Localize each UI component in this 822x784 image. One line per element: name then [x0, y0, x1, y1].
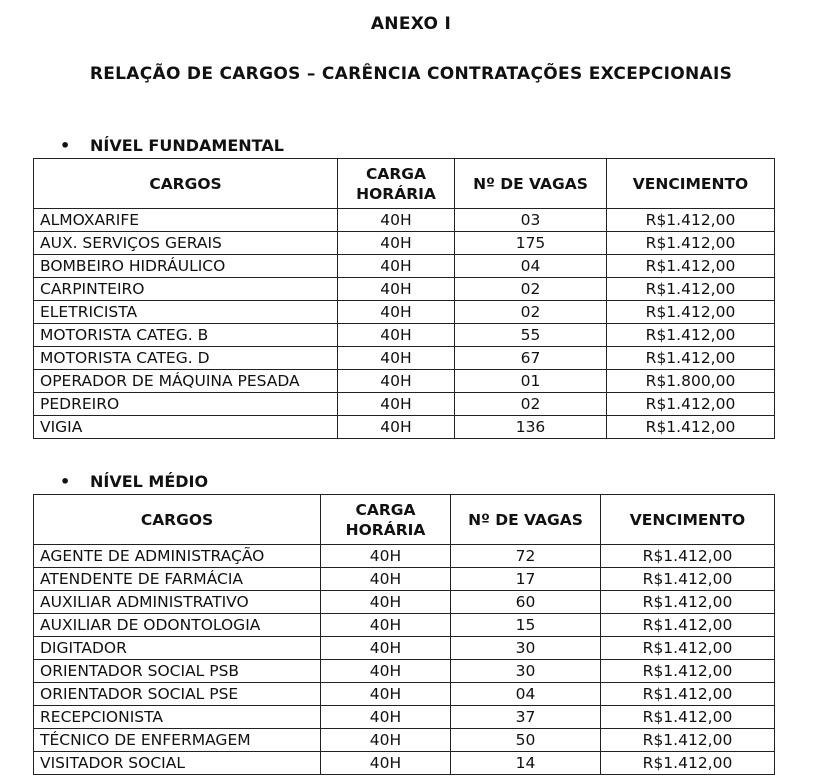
header-carga-line2: HORÁRIA	[345, 520, 426, 539]
table-row	[34, 706, 775, 729]
vencimento-cell: R$1.412,00	[607, 393, 775, 416]
carga-cell: 40H	[321, 591, 451, 614]
table-row	[34, 393, 775, 416]
vencimento-cell: R$1.412,00	[607, 347, 775, 370]
table-row	[34, 324, 775, 347]
header-carga-line2: HORÁRIA	[356, 184, 436, 203]
vagas-cell: 55	[455, 324, 607, 347]
cargo-cell: ALMOXARIFE	[34, 209, 338, 232]
carga-cell: 40H	[338, 232, 455, 255]
header-carga-horaria	[338, 159, 455, 209]
header-carga-line1: CARGA	[365, 164, 427, 183]
section-heading-fundamental	[60, 136, 284, 155]
section-title: NÍVEL FUNDAMENTAL	[90, 136, 284, 155]
header-carga-horaria	[321, 495, 451, 545]
vencimento-cell: R$1.412,00	[607, 255, 775, 278]
table-row	[34, 545, 775, 568]
vencimento-cell: R$1.412,00	[601, 729, 775, 752]
annex-title: ANEXO I	[370, 14, 452, 34]
cargo-cell: RECEPCIONISTA	[34, 706, 321, 729]
carga-cell: 40H	[338, 255, 455, 278]
carga-cell: 40H	[338, 393, 455, 416]
table-row	[34, 347, 775, 370]
carga-cell: 40H	[321, 545, 451, 568]
vagas-cell: 30	[451, 637, 601, 660]
vencimento-cell: R$1.412,00	[601, 637, 775, 660]
header-vencimento: VENCIMENTO	[607, 159, 775, 209]
table-row	[34, 416, 775, 439]
table-row	[34, 729, 775, 752]
table-row	[34, 591, 775, 614]
vagas-cell: 04	[451, 683, 601, 706]
vagas-cell: 60	[451, 591, 601, 614]
cargo-cell: VIGIA	[34, 416, 338, 439]
vencimento-cell: R$1.412,00	[601, 568, 775, 591]
vencimento-cell: R$1.412,00	[607, 278, 775, 301]
section-heading-medio	[60, 472, 208, 491]
cargo-cell: OPERADOR DE MÁQUINA PESADA	[34, 370, 338, 393]
vencimento-cell: R$1.412,00	[607, 416, 775, 439]
vencimento-cell: R$1.412,00	[607, 301, 775, 324]
cargo-cell: AUXILIAR DE ODONTOLOGIA	[34, 614, 321, 637]
vagas-cell: 02	[455, 278, 607, 301]
carga-cell: 40H	[338, 416, 455, 439]
cargo-cell: VISITADOR SOCIAL	[34, 752, 321, 775]
vencimento-cell: R$1.412,00	[601, 614, 775, 637]
vagas-cell: 15	[451, 614, 601, 637]
vagas-cell: 72	[451, 545, 601, 568]
carga-cell: 40H	[338, 370, 455, 393]
carga-cell: 40H	[338, 347, 455, 370]
table-row	[34, 683, 775, 706]
vagas-cell: 04	[455, 255, 607, 278]
carga-cell: 40H	[321, 568, 451, 591]
table-header-row	[34, 495, 775, 545]
vagas-cell: 30	[451, 660, 601, 683]
header-carga-line1: CARGA	[355, 500, 416, 519]
cargo-cell: PEDREIRO	[34, 393, 338, 416]
carga-cell: 40H	[321, 637, 451, 660]
cargo-cell: DIGITADOR	[34, 637, 321, 660]
carga-cell: 40H	[321, 706, 451, 729]
carga-cell: 40H	[321, 752, 451, 775]
table-row	[34, 660, 775, 683]
vagas-cell: 02	[455, 393, 607, 416]
vagas-cell: 37	[451, 706, 601, 729]
table-nivel-fundamental	[33, 158, 775, 439]
vagas-cell: 50	[451, 729, 601, 752]
vencimento-cell: R$1.412,00	[607, 232, 775, 255]
cargo-cell: MOTORISTA CATEG. B	[34, 324, 338, 347]
vagas-cell: 136	[455, 416, 607, 439]
header-vencimento: VENCIMENTO	[601, 495, 775, 545]
vencimento-cell: R$1.412,00	[601, 706, 775, 729]
cargo-cell: ELETRICISTA	[34, 301, 338, 324]
section-title: NÍVEL MÉDIO	[90, 472, 209, 491]
vagas-cell: 14	[451, 752, 601, 775]
table-row	[34, 301, 775, 324]
vencimento-cell: R$1.412,00	[601, 683, 775, 706]
carga-cell: 40H	[321, 683, 451, 706]
cargo-cell: ORIENTADOR SOCIAL PSB	[34, 660, 321, 683]
cargo-cell: AUX. SERVIÇOS GERAIS	[34, 232, 338, 255]
bullet: •	[60, 472, 71, 491]
cargo-cell: MOTORISTA CATEG. D	[34, 347, 338, 370]
vagas-cell: 03	[455, 209, 607, 232]
vagas-cell: 01	[455, 370, 607, 393]
carga-cell: 40H	[321, 614, 451, 637]
vagas-cell: 02	[455, 301, 607, 324]
header-cargos: CARGOS	[34, 159, 338, 209]
carga-cell: 40H	[321, 660, 451, 683]
vencimento-cell: R$1.412,00	[601, 660, 775, 683]
carga-cell: 40H	[338, 324, 455, 347]
table-row	[34, 278, 775, 301]
vagas-cell: 67	[455, 347, 607, 370]
header-vagas: Nº DE VAGAS	[455, 159, 607, 209]
vencimento-cell: R$1.412,00	[607, 209, 775, 232]
carga-cell: 40H	[321, 729, 451, 752]
table-row	[34, 255, 775, 278]
table-row	[34, 637, 775, 660]
carga-cell: 40H	[338, 301, 455, 324]
document-title: RELAÇÃO DE CARGOS – CARÊNCIA CONTRATAÇÕES EXCEPCIONAIS	[89, 64, 733, 84]
cargo-cell: TÉCNICO DE ENFERMAGEM	[34, 729, 321, 752]
table-row	[34, 614, 775, 637]
vagas-cell: 175	[455, 232, 607, 255]
vencimento-cell: R$1.412,00	[601, 545, 775, 568]
vagas-cell: 17	[451, 568, 601, 591]
table-header-row	[34, 159, 775, 209]
carga-cell: 40H	[338, 209, 455, 232]
vencimento-cell: R$1.412,00	[607, 324, 775, 347]
table-body	[34, 209, 775, 439]
cargo-cell: ORIENTADOR SOCIAL PSE	[34, 683, 321, 706]
header-vagas: Nº DE VAGAS	[451, 495, 601, 545]
table-nivel-medio	[33, 494, 775, 775]
cargo-cell: AGENTE DE ADMINISTRAÇÃO	[34, 545, 321, 568]
cargo-cell: CARPINTEIRO	[34, 278, 338, 301]
header-cargos: CARGOS	[34, 495, 321, 545]
table-row	[34, 209, 775, 232]
vencimento-cell: R$1.412,00	[601, 752, 775, 775]
cargo-cell: AUXILIAR ADMINISTRATIVO	[34, 591, 321, 614]
table-row	[34, 752, 775, 775]
carga-cell: 40H	[338, 278, 455, 301]
table-row	[34, 568, 775, 591]
table-row	[34, 232, 775, 255]
table-row	[34, 370, 775, 393]
bullet: •	[60, 136, 71, 155]
vencimento-cell: R$1.412,00	[601, 591, 775, 614]
table-body	[34, 545, 775, 775]
vencimento-cell: R$1.800,00	[607, 370, 775, 393]
cargo-cell: BOMBEIRO HIDRÁULICO	[34, 255, 338, 278]
cargo-cell: ATENDENTE DE FARMÁCIA	[34, 568, 321, 591]
